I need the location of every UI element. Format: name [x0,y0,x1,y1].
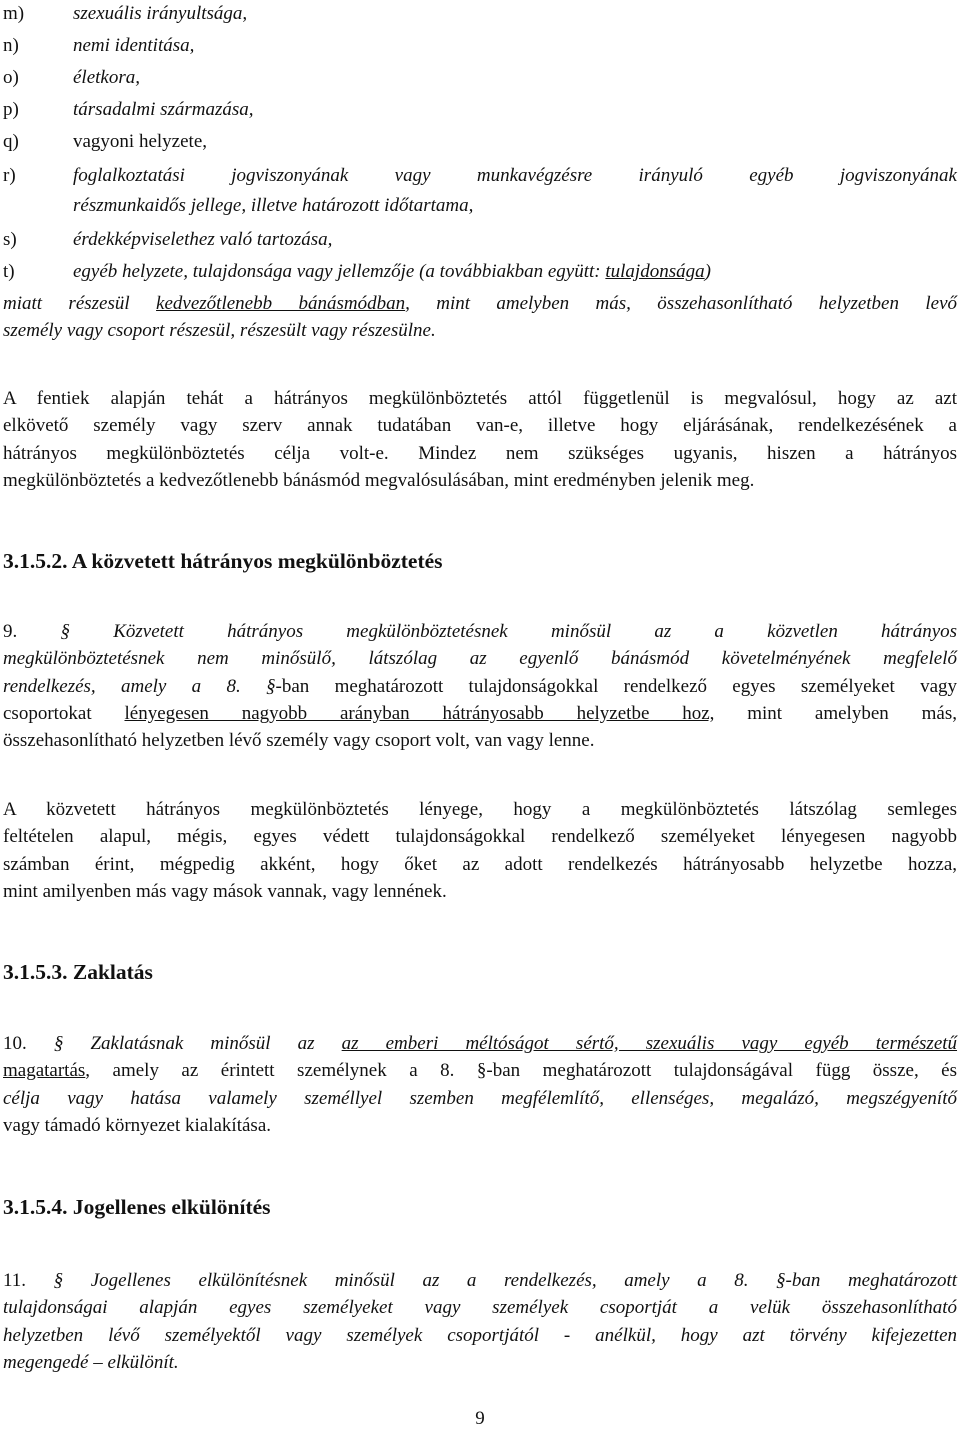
list-item-text: életkora, [73,67,141,88]
list-item-text: vagyoni helyzete, [73,131,208,152]
legal-section-9: 9. § Közvetett hátrányos megkülönböztetésnek minősül az a közvetlen hátrányos megkülönböztetésnek nem minősülő, látszólag az egyenlő bánásmód követelményének megfelelő rendelkezés, amely a 8. §-ban meghatározott tulajdonságokkal rendelkező egyes személyeket vagy csoportokat lényegesen nagyobb arányban hátrányosabb helyzetbe hoz, mint amelyben más, összehasonlítható helyzetben lévő személy vagy csoport volt, van vagy lenne. [3,621,958,752]
section-heading: 3.1.5.2. A közvetett hátrányos megkülönböztetés [3,549,443,573]
list-item-label: s) [3,229,17,250]
page-number: 9 [475,1408,485,1429]
section-number: 9. [3,621,18,642]
list-item-text: érdekképviselethez való tartozása, [73,229,333,250]
section-symbol: § [53,1270,64,1291]
list-item-label: n) [3,35,19,56]
list-item-text: egyéb helyzete, tulajdonsága vagy jellemzője (a továbbiakban együtt: tulajdonsága) [73,261,711,282]
section-number: 11. [3,1270,27,1291]
list-item-label: m) [3,3,25,24]
list-item-text: társadalmi származása, [73,99,254,120]
paragraph: A fentiek alapján tehát a hátrányos megkülönböztetés attól függetlenül is megvalósul, hogy az azt elkövető személy vagy szerv annak tudatában van-e, illetve hogy eljárásának, rendelkezésének a hátrányos megkülönböztetés célja volt-e. Mindez nem szükséges ugyanis, hiszen a hátrányos megkülönböztetés a kedvezőtlenebb bánásmód megvalósulásában, mint eredményben jelenik meg. [3,388,957,491]
section-number: 10. [3,1033,27,1054]
list-item-continuation: részmunkaidős jellege, illetve határozott időtartama, [73,195,474,216]
legal-section-10: 10. § Zaklatásnak minősül az az emberi méltóságot sértő, szexuális vagy egyéb természetű magatartás, amely az érintett személynek a 8. §-ban meghatározott tulajdonságával függ össze, és célja vagy hatása valamely személlyel szemben megfélemlítő, ellenséges, megalázó, megszégyenítő vagy támadó környezet kialakítása. [3,1033,958,1136]
list-item-text: szexuális irányultsága, [73,3,248,24]
list-item-text: nemi identitása, [73,35,195,56]
closing-clause: miatt részesül kedvezőtlenebb bánásmódban, mint amelyben más, összehasonlítható helyzetben levő személy vagy csoport részesül, részesült vagy részesülne. [3,293,958,342]
list-item-label: o) [3,67,19,88]
list-item-label: r) [3,165,16,186]
paragraph: A közvetett hátrányos megkülönböztetés lényege, hogy a megkülönböztetés látszólag semleges feltételen alapul, mégis, egyes védett tulajdonságokkal rendelkező személyeket lényegesen nagyobb számban érint, mégpedig akként, hogy őket az adott rendelkezés hátrányosabb helyzetbe hozza, mint amilyenben más vagy mások vannak, vagy lennének. [3,799,957,902]
list-item-label: q) [3,131,19,152]
list-item-label: p) [3,99,19,120]
section-heading: 3.1.5.4. Jogellenes elkülönítés [3,1195,271,1219]
section-heading: 3.1.5.3. Zaklatás [3,960,153,984]
list-item-text: foglalkoztatási jogviszonyának vagy munkavégzésre irányuló egyéb jogviszonyának [73,165,957,186]
legal-section-11: 11. § Jogellenes elkülönítésnek minősül az a rendelkezés, amely a 8. §-ban meghatározott tulajdonságai alapján egyes személyeket vagy személyek csoportját a velük összehasonlítható helyzetben lévő személyektől vagy személyek csoportjától - anélkül, hogy azt törvény kifejezetten megengedé – elkülönít. [3,1270,958,1373]
section-symbol: § [60,621,70,642]
section-symbol: § [53,1033,64,1054]
list-item-label: t) [3,261,15,282]
